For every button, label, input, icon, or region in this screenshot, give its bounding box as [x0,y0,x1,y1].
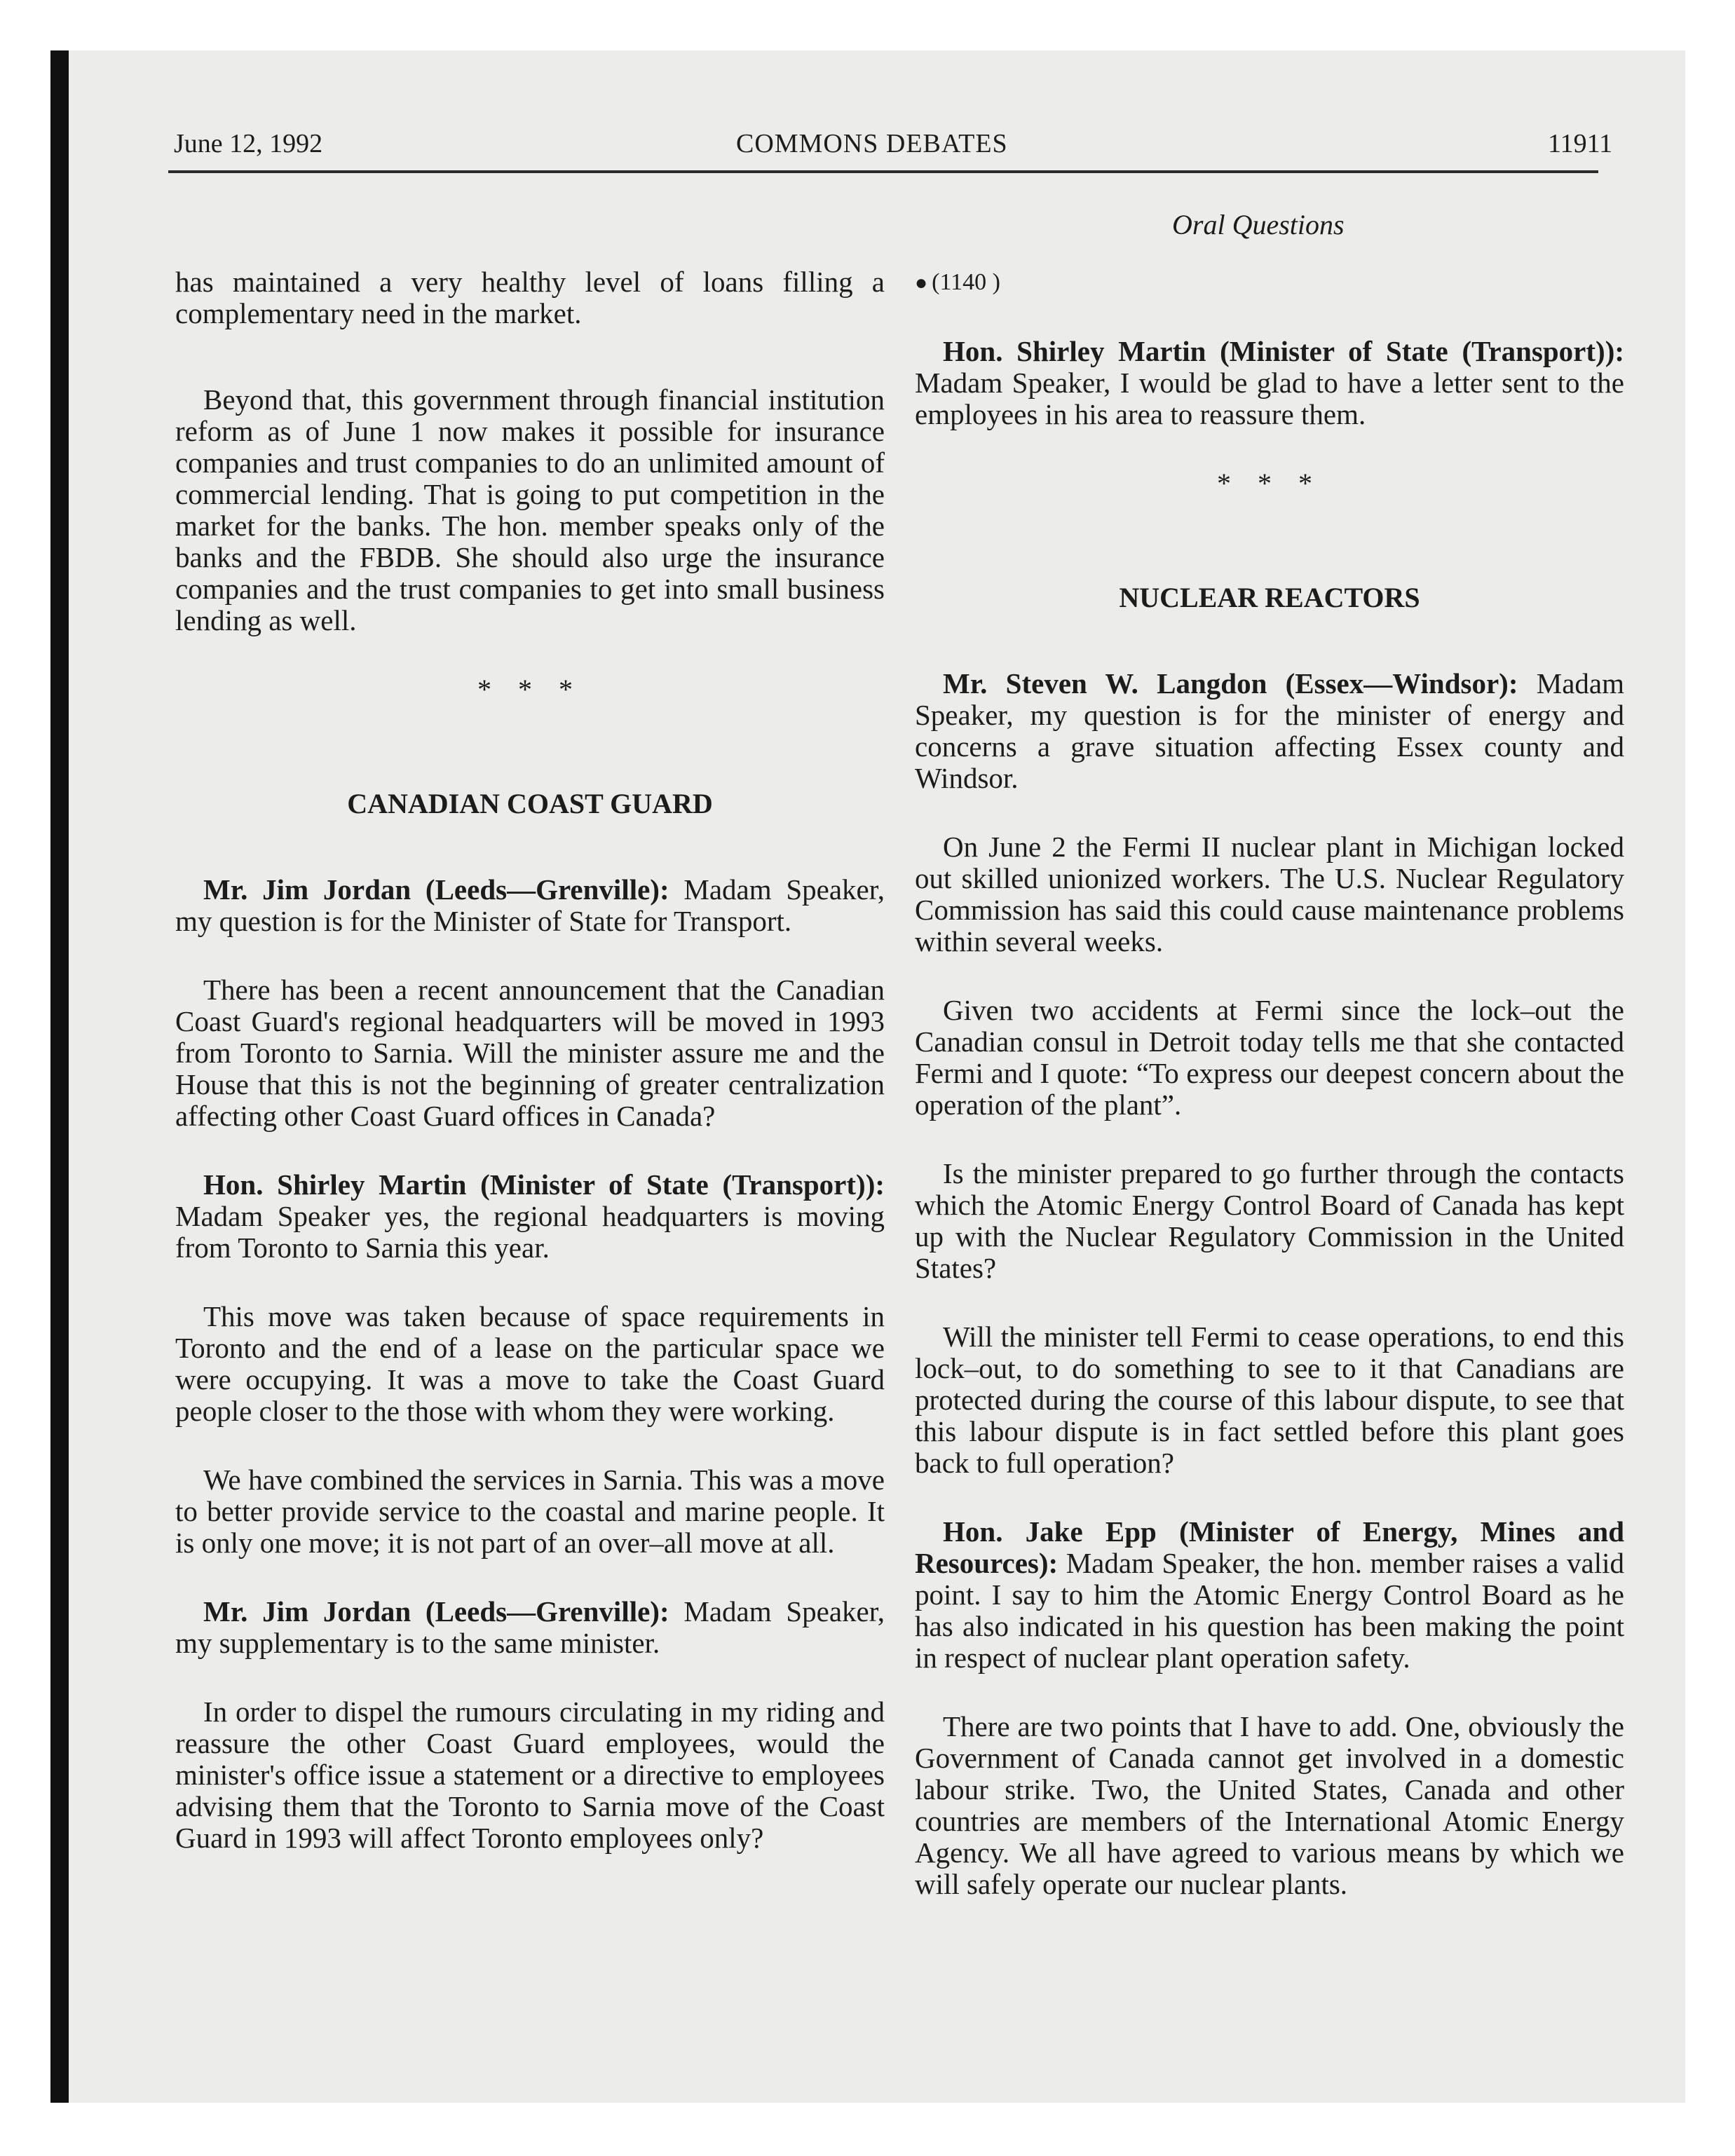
speech-text: Madam Speaker, I would be glad to have a letter sent to the employees in his area to reassure them. [915,367,1624,430]
section-separator: * * * [477,674,583,705]
speech [175,874,885,937]
paragraph: There are two points that I have to add. One, obviously the Government of Canada cannot get involved in a domestic labour strike. Two, the United States, Canada and other countries are members of the International Atomic Energy Agency. We all have agreed to various means by which we will safely operate our nuclear plants. [915,1710,1624,1900]
speech [915,336,1624,430]
speaker-name: Mr. Jim Jordan (Leeds—Grenville): [203,1595,669,1628]
paragraph: There has been a recent announcement that the Canadian Coast Guard's regional headquarters will be moved in 1993 from Toronto to Sarnia. Will the minister assure me and the House that this is not the beginning of greater centralization affecting other Coast Guard offices in Canada? [175,974,885,1132]
paragraph: On June 2 the Fermi II nuclear plant in Michigan locked out skilled unionized workers. The U.S. Nuclear Regulatory Commission has said this could cause maintenance problems within several weeks. [915,831,1624,957]
speech-text: Madam Speaker, the hon. member raises a valid point. I say to him the Atomic Energy Control Board as he has also indicated in his question has been making the point in respect of nuclear plant operation safety. [915,1547,1624,1674]
speech-text: Madam Speaker yes, the regional headquarters is moving from Toronto to Sarnia this year. [175,1200,885,1264]
speech [915,668,1624,794]
section-separator: * * * [1217,468,1322,499]
scan-binding-edge [50,50,69,2103]
paragraph: This move was taken because of space requirements in Toronto and the end of a lease on the particular space we were occupying. It was a move to take the Coast Guard people closer to the those with whom they were working. [175,1300,885,1427]
speech [175,1596,885,1659]
speaker-name: Hon. Jake Epp (Minister of Energy, Mines and Resources): [915,1515,1624,1579]
paragraph: Beyond that, this government through financial institution reform as of June 1 now makes it possible for insurance companies and trust companies to do an unlimited amount of commercial lending. That is going to put competition in the market for the banks. The hon. member speaks only of the banks and the FBDB. She should also urge the insurance companies and the trust companies to get into small business lending as well. [175,383,885,636]
section-label: Oral Questions [1172,209,1345,240]
paragraph: Will the minister tell Fermi to cease operations, to end this lock–out, to do something to see to it that Canadians are protected during the course of this labour dispute, to see that this labour dispute is in fact settled before this plant goes back to full operation? [915,1321,1624,1479]
speech-text: Madam Speaker, my question is for the Minister of State for Transport. [175,873,885,937]
speech-text: Madam Speaker, my question is for the minister of energy and concerns a grave situation affecting Essex county and Windsor. [915,667,1625,794]
paragraph: Is the minister prepared to go further through the contacts which the Atomic Energy Control Board of Canada has kept up with the Nuclear Regulatory Commission in the United States? [915,1157,1624,1284]
paragraph: Given two accidents at Fermi since the lock–out the Canadian consul in Detroit today tells me that she contacted Fermi and I quote: “To express our deepest concern about the operation of the plant”. [915,994,1624,1121]
header-title: COMMONS DEBATES [736,129,1008,158]
speaker-name: Mr. Steven W. Langdon (Essex—Windsor): [943,667,1518,700]
speech-text: Madam Speaker, my supplementary is to the same minister. [175,1595,885,1659]
bullet-icon: ● [915,271,928,294]
speech [175,1169,885,1264]
speech [915,1516,1624,1674]
timestamp-text: (1140 ) [932,269,1001,295]
right-column [915,266,1624,1937]
header-rule [168,170,1598,173]
header-page-number: 11911 [1548,129,1613,158]
timestamp [915,266,1624,299]
paragraph: has maintained a very healthy level of loans filling a complementary need in the market. [175,266,885,329]
section-heading: CANADIAN COAST GUARD [347,788,713,819]
paragraph: We have combined the services in Sarnia. This was a move to better provide service to the coastal and marine people. It is only one move; it is not part of an over–all move at all. [175,1464,885,1559]
speaker-name: Hon. Shirley Martin (Minister of State (Transport)): [203,1168,885,1201]
header-date: June 12, 1992 [174,129,323,158]
left-column [175,266,885,1891]
speaker-name: Hon. Shirley Martin (Minister of State (Transport)): [943,335,1624,367]
speaker-name: Mr. Jim Jordan (Leeds—Grenville): [203,873,669,906]
section-heading: NUCLEAR REACTORS [1119,582,1420,613]
paragraph: In order to dispel the rumours circulating in my riding and reassure the other Coast Guard employees, would the minister's office issue a statement or a directive to employees advising them that the Toronto to Sarnia move of the Coast Guard in 1993 will affect Toronto employees only? [175,1696,885,1854]
